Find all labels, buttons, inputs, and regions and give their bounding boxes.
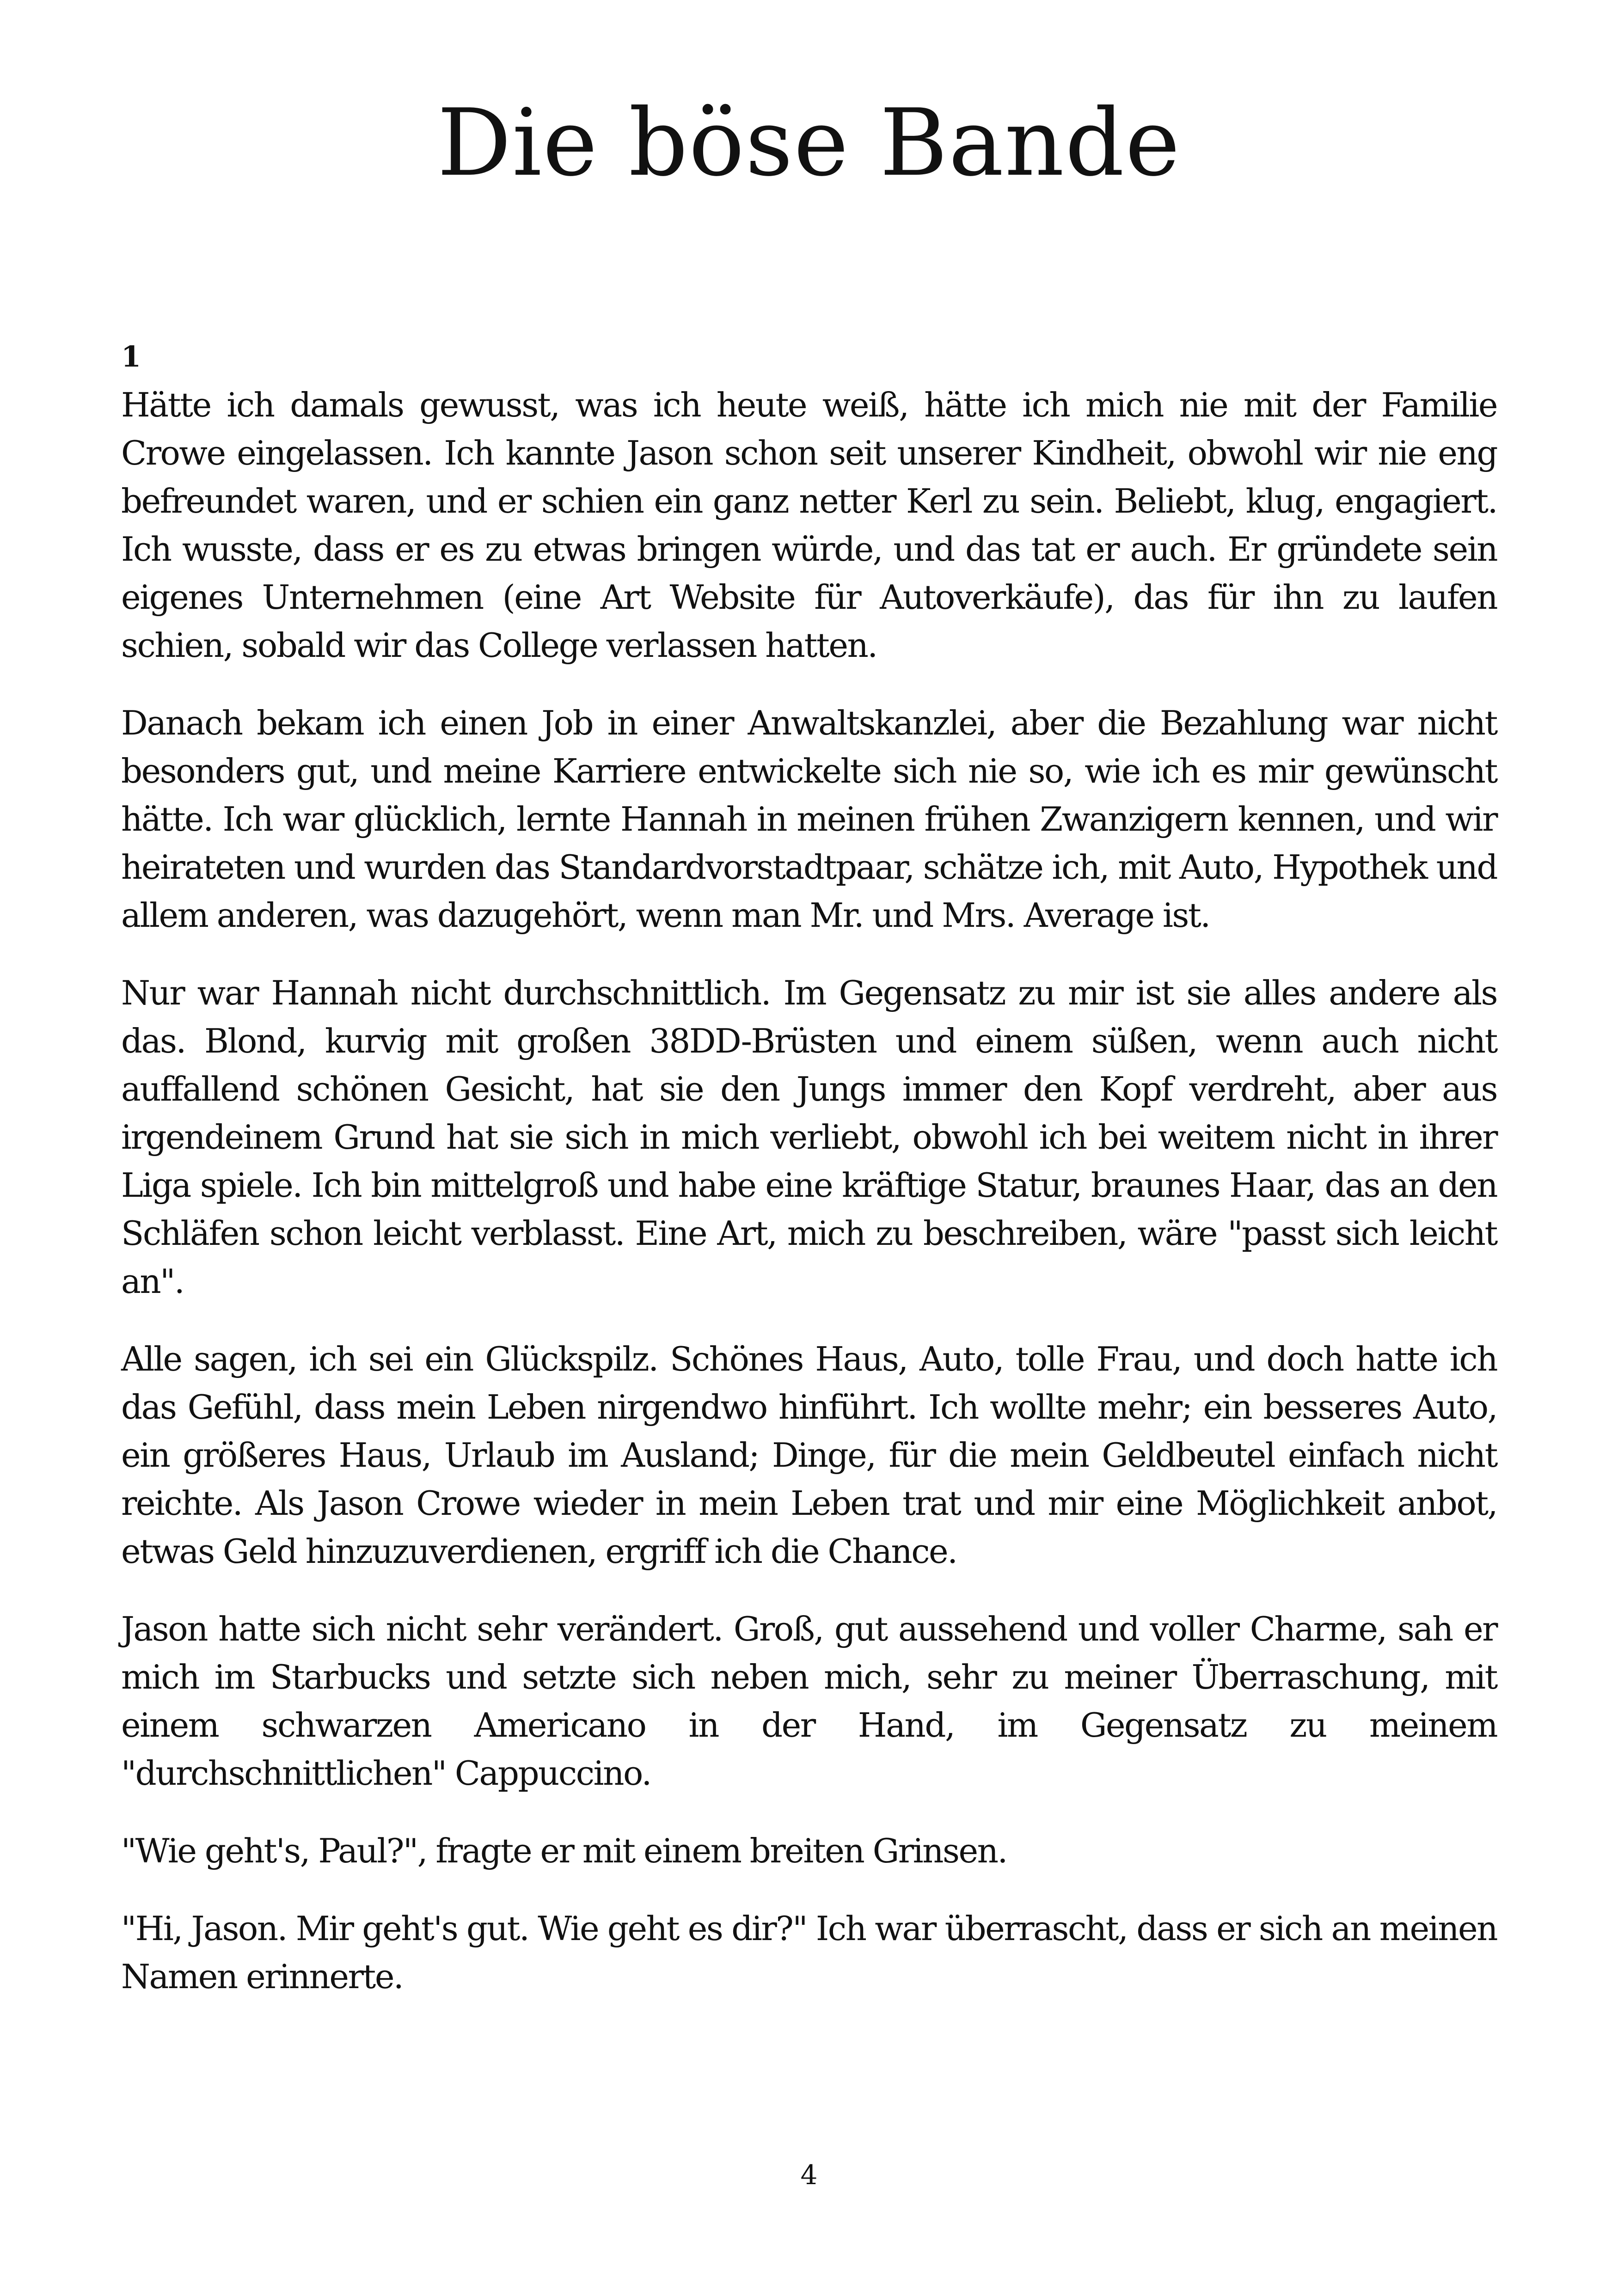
chapter-number: 1 xyxy=(121,340,141,373)
paragraph-7: "Hi, Jason. Mir geht's gut. Wie geht es dir?" Ich war überrascht, dass er sich an meinen Namen erinnerte. xyxy=(121,1909,1497,1996)
paragraph-3: Nur war Hannah nicht durchschnittlich. Im Gegensatz zu mir ist sie alles andere als das. Blond, kurvig mit großen 38DD-Brüsten und einem süßen, wenn auch nicht auffallend schönen Gesicht, hat sie den Jungs immer den Kopf verdreht, aber aus irgendeinem Grund hat sie sich in mich verliebt, obwohl ich bei weitem nicht in ihrer Liga spiele. Ich bin mittelgroß und habe eine kräftige Statur, braunes Haar, das an den Schläfen schon leicht verblasst. Eine Art, mich zu beschreiben, wäre "passt sich leicht an". xyxy=(121,974,1497,1301)
paragraph-4: Alle sagen, ich sei ein Glückspilz. Schönes Haus, Auto, tolle Frau, und doch hatte ich das Gefühl, dass mein Leben nirgendwo hinführt. Ich wollte mehr; ein besseres Auto, ein größeres Haus, Urlaub im Ausland; Dinge, für die mein Geldbeutel einfach nicht reichte. Als Jason Crowe wieder in mein Leben trat und mir eine Möglichkeit anbot, etwas Geld hinzuzuverdienen, ergriff ich die Chance. xyxy=(121,1340,1497,1571)
paragraph-2: Danach bekam ich einen Job in einer Anwaltskanzlei, aber die Bezahlung war nicht besonders gut, und meine Karriere entwickelte sich nie so, wie ich es mir gewünscht hätte. Ich war glücklich, lernte Hannah in meinen frühen Zwanzigern kennen, und wir heirateten und wurden das Standardvorstadtpaar, schätze ich, mit Auto, Hypothek und allem anderen, was dazugehört, wenn man Mr. und Mrs. Average ist. xyxy=(121,704,1497,935)
document-body xyxy=(121,333,1497,2030)
document-title: Die böse Bande xyxy=(437,89,1181,197)
page-number: 4 xyxy=(800,2159,818,2191)
paragraph-1: Hätte ich damals gewusst, was ich heute weiß, hätte ich mich nie mit der Familie Crowe eingelassen. Ich kannte Jason schon seit unserer Kindheit, obwohl wir nie eng befreundet waren, und er schien ein ganz netter Kerl zu sein. Beliebt, klug, engagiert. Ich wusste, dass er es zu etwas bringen würde, und das tat er auch. Er gründete sein eigenes Unternehmen (eine Art Website für Autoverkäufe), das für ihn zu laufen schien, sobald wir das College verlassen hatten. xyxy=(121,386,1497,665)
paragraph-6: "Wie geht's, Paul?", fragte er mit einem breiten Grinsen. xyxy=(121,1831,1007,1870)
paragraph-5: Jason hatte sich nicht sehr verändert. Groß, gut aussehend und voller Charme, sah er mich im Starbucks und setzte sich neben mich, sehr zu meiner Überraschung, mit einem schwarzen Americano in der Hand, im Gegensatz zu meinem "durchschnittlichen" Cappuccino. xyxy=(121,1610,1497,1793)
